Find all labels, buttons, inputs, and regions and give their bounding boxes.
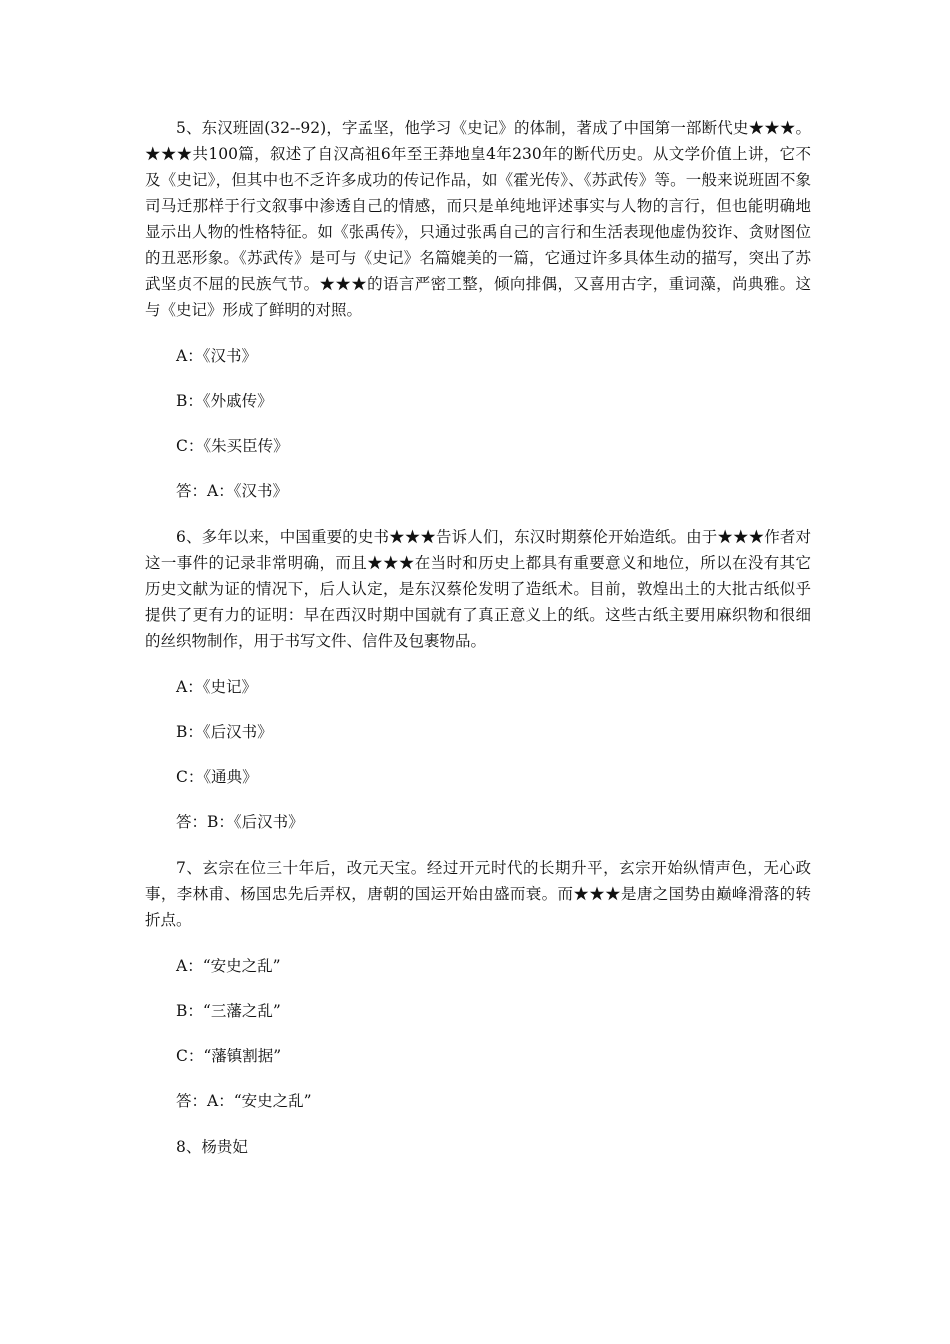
question-7-option-b: B：“三藩之乱” [176,1002,281,1020]
question-7-option-c: C：“藩镇割据” [176,1047,282,1065]
question-6-answer: 答：B：《后汉书》 [176,813,304,831]
question-5-text: 5、东汉班固(32--92)，字孟坚，他学习《史记》的体制，著成了中国第一部断代史★★★。★★★共100篇，叙述了自汉高祖6年至王莽地皇4年230年的断代历史。从文学价值上讲，它不及《史记》，但其中也不乏许多成功的传记作品，如《霍光传》、《苏武传》等。一般来说班固不象司马迁那样于行文叙事中渗透自己的情感，而只是单纯地评述事实与人物的言行，但也能明确地显示出人物的性格特征。如《张禹传》，只通过张禹自己的言行和生活表现他虚伪狡诈、贪财图位的丑恶形象。《苏武传》是可与《史记》名篇媲美的一篇，它通过许多具体生动的描写，突出了苏武坚贞不屈的民族气节。★★★的语言严密工整，倾向排偶，又喜用古字，重词藻，尚典雅。这与《史记》形成了鲜明的对照。 [145,119,811,319]
question-5-option-a: A：《汉书》 [176,347,257,365]
document-page [145,115,811,1160]
question-7-text: 7、玄宗在位三十年后，改元天宝。经过开元时代的长期升平，玄宗开始纵情声色，无心政事，李林甫、杨国忠先后弄权，唐朝的国运开始由盛而衰。而★★★是唐之国势由巅峰滑落的转折点。 [145,859,811,929]
question-5-option-c: C：《朱买臣传》 [176,437,289,455]
question-5-option-b: B：《外戚传》 [176,392,273,410]
question-6-option-c: C：《通典》 [176,768,258,786]
question-6-text: 6、多年以来，中国重要的史书★★★告诉人们，东汉时期蔡伦开始造纸。由于★★★作者对这一事件的记录非常明确，而且★★★在当时和历史上都具有重要意义和地位，所以在没有其它历史文献为证的情况下，后人认定，是东汉蔡伦发明了造纸术。目前，敦煌出土的大批古纸似乎提供了更有力的证明：早在西汉时期中国就有了真正意义上的纸。这些古纸主要用麻织物和很细的丝织物制作，用于书写文件、信件及包裹物品。 [145,528,811,650]
question-7-option-a: A：“安史之乱” [176,957,281,975]
question-8-heading: 8、杨贵妃 [176,1138,248,1156]
question-6-option-b: B：《后汉书》 [176,723,273,741]
question-5-answer: 答：A：《汉书》 [176,482,288,500]
question-6-option-a: A：《史记》 [176,678,257,696]
question-7-answer: 答：A：“安史之乱” [176,1092,312,1110]
